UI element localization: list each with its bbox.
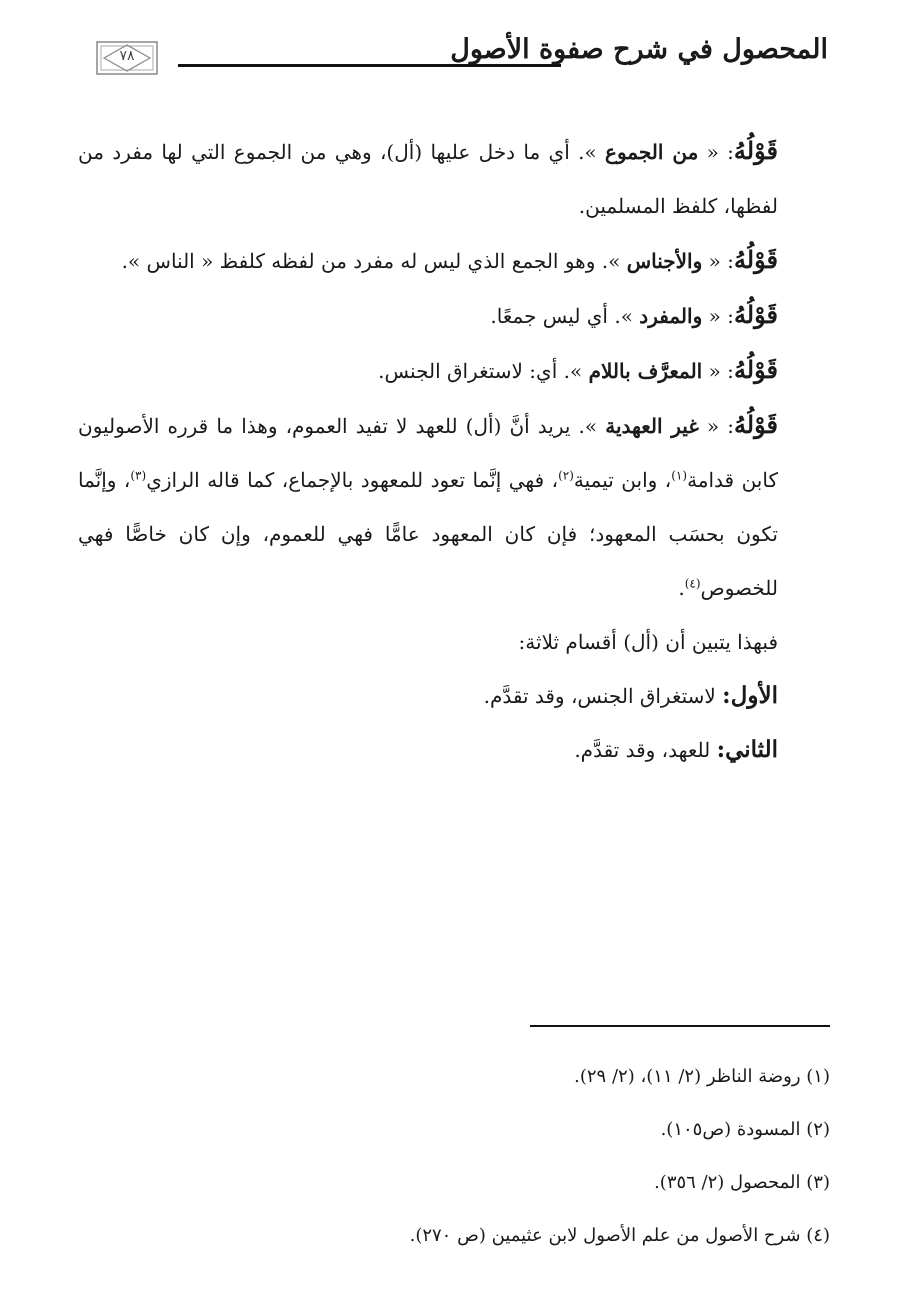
paragraph-text: . <box>678 576 685 600</box>
quoted-term: من الجموع <box>605 140 699 164</box>
footnote-ref-2[interactable]: (٢) <box>558 468 574 483</box>
footnote-ref-3[interactable]: (٣) <box>130 468 147 483</box>
quote-close: ». <box>569 140 606 164</box>
paragraph-3 <box>78 288 830 343</box>
footnote-separator <box>530 1025 830 1027</box>
paragraph-text: ، فهي إنَّما تعود للمعهود بالإجماع، كما قاله الرازي <box>146 468 559 492</box>
paragraph-5 <box>78 398 830 615</box>
footnote-1: (١) روضة الناظر (٢/ ١١)، (٢/ ٢٩). <box>574 1066 830 1087</box>
quote-open: : « <box>698 414 734 438</box>
footnote-3: (٣) المحصول (٢/ ٣٥٦). <box>654 1172 830 1193</box>
quoted-term: والأجناس <box>626 249 703 273</box>
paragraph-4 <box>78 343 830 398</box>
section-label-second: الثاني: <box>716 736 778 763</box>
header-rule <box>178 64 561 67</box>
paragraph-text: وهو الجمع الذي ليس له مفرد من لفظه كلفظ « الناس ». <box>121 249 596 273</box>
quote-open: : « <box>702 249 734 273</box>
qawl-label: قَوْلُهُ <box>733 300 778 329</box>
quote-open: : « <box>698 140 734 164</box>
paragraph-text: أي: لاستغراق الجنس. <box>378 359 558 383</box>
paragraph-text: ، وابن تيمية <box>573 468 672 492</box>
quoted-term: والمفرد <box>639 304 703 328</box>
footnote-ref-4[interactable]: (٤) <box>684 576 701 591</box>
qawl-label: قَوْلُهُ <box>733 136 778 165</box>
qawl-label: قَوْلُهُ <box>733 355 778 384</box>
paragraph-text: يريد أنَّ (أل) للعهد لا تفيد العموم، وهذا ما قرره الأصوليون كابن قدامة <box>78 414 778 492</box>
quote-close: ». <box>570 414 606 438</box>
running-title: المحصول في شرح صفوة الأصول <box>450 34 828 65</box>
section-label-first: الأول: <box>722 682 778 709</box>
page-number: ٧٨ <box>119 48 135 64</box>
page-header <box>0 26 910 96</box>
paragraph-2 <box>78 233 830 288</box>
footnotes <box>78 1050 830 1262</box>
paragraph-text: لاستغراق الجنس، وقد تقدَّم. <box>483 684 723 708</box>
qawl-label: قَوْلُهُ <box>733 410 778 439</box>
paragraph-6: فبهذا يتبين أن (أل) أقسام ثلاثة: <box>518 630 778 654</box>
quote-close: ». <box>607 304 640 328</box>
footnote-ref-1[interactable]: (١) <box>671 468 688 483</box>
body-text <box>78 124 830 777</box>
paragraph-text: أي ليس جمعًا. <box>490 304 608 328</box>
quoted-term: غير العهدية <box>605 414 699 438</box>
paragraph-text: أي ما دخل عليها (أل)، وهي من الجموع التي لها مفرد من لفظها، كلفظ المسلمين. <box>78 140 778 218</box>
footnote-4: (٤) شرح الأصول من علم الأصول لابن عثيمين (ص ٢٧٠). <box>409 1225 830 1246</box>
qawl-label: قَوْلُهُ <box>733 245 778 274</box>
quote-close: ». <box>595 249 627 273</box>
paragraph-1 <box>78 124 830 233</box>
footnote-2: (٢) المسودة (ص١٠٥). <box>660 1119 830 1140</box>
paragraph-text: للعهد، وقد تقدَّم. <box>574 738 717 762</box>
quoted-term: المعرَّف باللام <box>588 359 703 383</box>
quote-open: : « <box>702 304 734 328</box>
paragraph-8 <box>78 723 830 777</box>
paragraph-7 <box>78 669 830 723</box>
quote-close: ». <box>557 359 589 383</box>
paragraph-text: ، وإنَّما تكون بحسَب المعهود؛ فإن كان المعهود عامًّا فهي للعموم، وإن كان خاصًّا فهي للخصوص <box>78 468 778 600</box>
quote-open: : « <box>702 359 734 383</box>
